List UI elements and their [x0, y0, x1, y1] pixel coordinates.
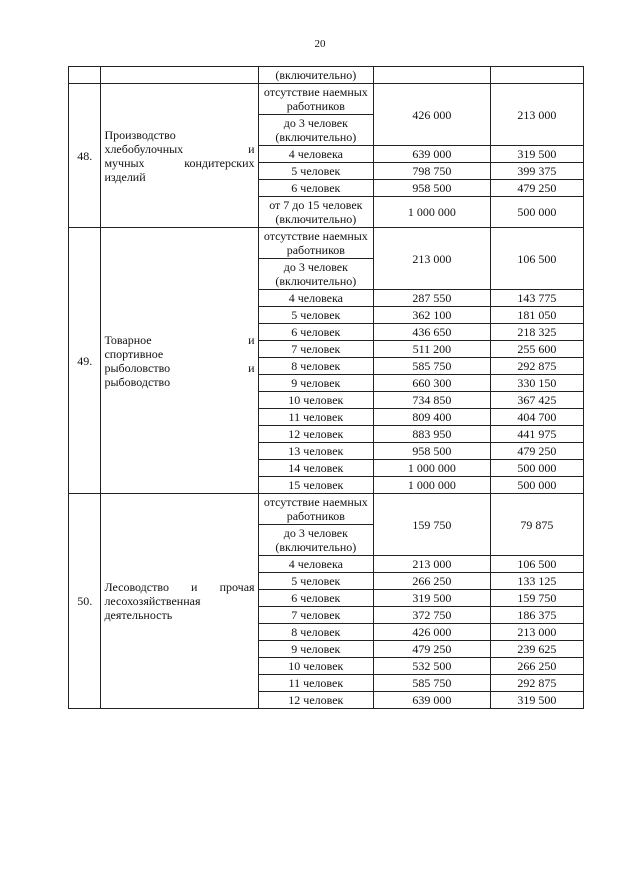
secondary-value: 500 000: [490, 197, 583, 228]
secondary-value: 367 425: [490, 392, 583, 409]
secondary-value: 441 975: [490, 426, 583, 443]
secondary-value: 239 625: [490, 641, 583, 658]
potential-income-value: 958 500: [374, 180, 491, 197]
secondary-value: 404 700: [490, 409, 583, 426]
activity-name-line: хлебобулочных и: [104, 141, 255, 156]
page-number: 20: [314, 38, 326, 50]
secondary-value: 218 325: [490, 324, 583, 341]
secondary-value: 292 875: [490, 358, 583, 375]
activity-name-line: изделий: [104, 169, 146, 184]
potential-income-value: 479 250: [374, 641, 491, 658]
activity-name: [101, 494, 258, 709]
secondary-value: 159 750: [490, 590, 583, 607]
potential-income-value: 798 750: [374, 163, 491, 180]
secondary-value: 106 500: [490, 228, 583, 290]
potential-income-value: 660 300: [374, 375, 491, 392]
workers-count: 10 человек: [258, 392, 374, 409]
secondary-value: 319 500: [490, 692, 583, 709]
workers-count: 15 человек: [258, 477, 374, 494]
potential-income-value: 319 500: [374, 590, 491, 607]
workers-count: отсутствие наемных работников: [258, 228, 374, 259]
secondary-value: 181 050: [490, 307, 583, 324]
workers-count: 14 человек: [258, 460, 374, 477]
table-row: [69, 84, 584, 115]
cell-workers: (включительно): [258, 67, 374, 84]
potential-income-value: 585 750: [374, 358, 491, 375]
workers-count: 7 человек: [258, 607, 374, 624]
secondary-value: 479 250: [490, 443, 583, 460]
activity-name-line: деятельность: [104, 608, 173, 622]
secondary-value: 500 000: [490, 477, 583, 494]
potential-income-value: 266 250: [374, 573, 491, 590]
potential-income-value: 1 000 000: [374, 460, 491, 477]
workers-count: 4 человека: [258, 290, 374, 307]
secondary-value: 133 125: [490, 573, 583, 590]
cell-number: [69, 67, 101, 84]
potential-income-value: 362 100: [374, 307, 491, 324]
activity-name-line: Лесоводство и прочая: [104, 580, 255, 594]
potential-income-value: 958 500: [374, 443, 491, 460]
activity-name-line: рыболовство и: [104, 360, 255, 375]
table-body: [69, 67, 584, 709]
workers-count: 6 человек: [258, 590, 374, 607]
workers-count: 4 человека: [258, 146, 374, 163]
workers-count: 11 человек: [258, 675, 374, 692]
potential-income-value: 511 200: [374, 341, 491, 358]
secondary-value: 500 000: [490, 460, 583, 477]
potential-income-value: 883 950: [374, 426, 491, 443]
activity-name-line: Товарное и: [104, 332, 255, 347]
workers-count: 5 человек: [258, 163, 374, 180]
secondary-value: 266 250: [490, 658, 583, 675]
potential-income-value: 436 650: [374, 324, 491, 341]
activity-name-line: лесохозяйственная: [104, 594, 201, 608]
workers-count: 12 человек: [258, 426, 374, 443]
cell-value-1: [374, 67, 491, 84]
tax-rate-table: [68, 66, 584, 709]
workers-count: 10 человек: [258, 658, 374, 675]
potential-income-value: 213 000: [374, 556, 491, 573]
potential-income-value: 585 750: [374, 675, 491, 692]
secondary-value: 213 000: [490, 84, 583, 146]
activity-name-line: спортивное: [104, 346, 164, 361]
workers-count: отсутствие наемных работников: [258, 494, 374, 525]
section-number: 49.: [69, 228, 101, 494]
workers-count: 8 человек: [258, 358, 374, 375]
workers-count: 5 человек: [258, 573, 374, 590]
secondary-value: 319 500: [490, 146, 583, 163]
cell-activity: [101, 67, 258, 84]
secondary-value: 79 875: [490, 494, 583, 556]
workers-count: 12 человек: [258, 692, 374, 709]
activity-name-line: Производство: [104, 127, 176, 142]
potential-income-value: 287 550: [374, 290, 491, 307]
table-row-carry-over: [69, 67, 584, 84]
secondary-value: 330 150: [490, 375, 583, 392]
section-number: 50.: [69, 494, 101, 709]
cell-value-2: [490, 67, 583, 84]
workers-count: до 3 человек (включительно): [258, 115, 374, 146]
workers-count: 11 человек: [258, 409, 374, 426]
activity-name-line: мучных кондитерских: [104, 155, 255, 170]
potential-income-value: 639 000: [374, 692, 491, 709]
activity-name: [101, 228, 258, 494]
potential-income-value: 213 000: [374, 228, 491, 290]
potential-income-value: 1 000 000: [374, 197, 491, 228]
potential-income-value: 372 750: [374, 607, 491, 624]
secondary-value: 399 375: [490, 163, 583, 180]
secondary-value: 186 375: [490, 607, 583, 624]
table-row: [69, 228, 584, 259]
potential-income-value: 639 000: [374, 146, 491, 163]
secondary-value: 479 250: [490, 180, 583, 197]
workers-count: 9 человек: [258, 641, 374, 658]
workers-count: 4 человека: [258, 556, 374, 573]
workers-count: 13 человек: [258, 443, 374, 460]
potential-income-value: 734 850: [374, 392, 491, 409]
workers-count: 6 человек: [258, 180, 374, 197]
workers-count: от 7 до 15 человек (включительно): [258, 197, 374, 228]
potential-income-value: 1 000 000: [374, 477, 491, 494]
workers-count: до 3 человек (включительно): [258, 525, 374, 556]
workers-count: 6 человек: [258, 324, 374, 341]
workers-count: 5 человек: [258, 307, 374, 324]
potential-income-value: 159 750: [374, 494, 491, 556]
workers-count: отсутствие наемных работников: [258, 84, 374, 115]
potential-income-value: 426 000: [374, 84, 491, 146]
secondary-value: 255 600: [490, 341, 583, 358]
secondary-value: 143 775: [490, 290, 583, 307]
table-row: [69, 494, 584, 525]
workers-count: 9 человек: [258, 375, 374, 392]
section-number: 48.: [69, 84, 101, 228]
workers-count: 7 человек: [258, 341, 374, 358]
activity-name: [101, 84, 258, 228]
workers-count: до 3 человек (включительно): [258, 259, 374, 290]
secondary-value: 213 000: [490, 624, 583, 641]
activity-name-line: рыбоводство: [104, 374, 171, 389]
potential-income-value: 426 000: [374, 624, 491, 641]
potential-income-value: 809 400: [374, 409, 491, 426]
potential-income-value: 532 500: [374, 658, 491, 675]
workers-count: 8 человек: [258, 624, 374, 641]
secondary-value: 292 875: [490, 675, 583, 692]
secondary-value: 106 500: [490, 556, 583, 573]
